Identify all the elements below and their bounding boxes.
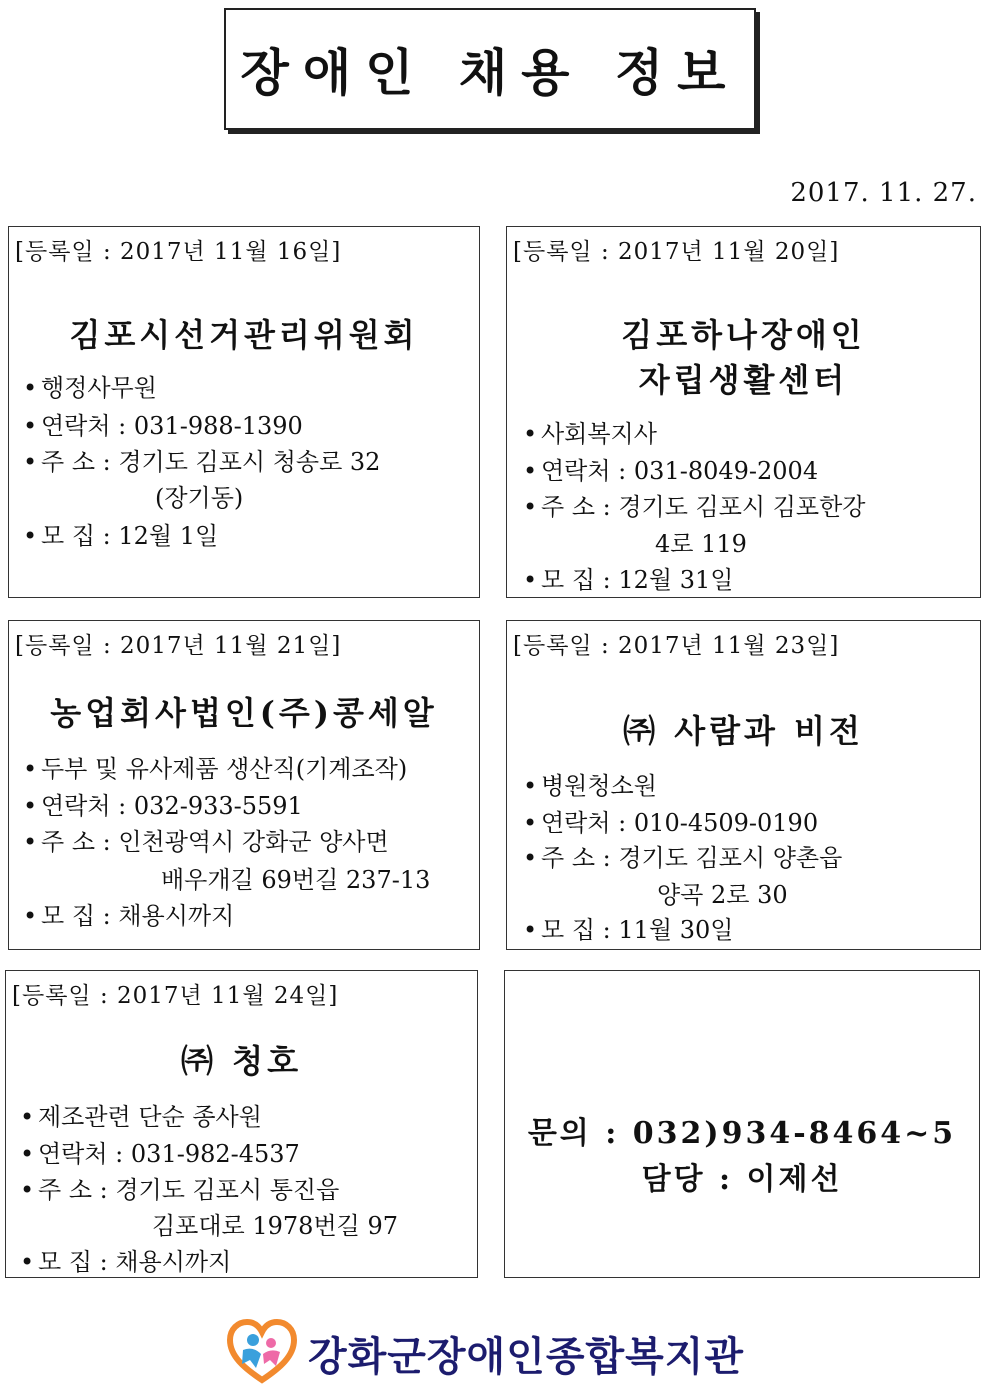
deadline-line: • 모 집 : 12월 1일	[23, 522, 219, 550]
address-line: • 주 소 : 경기도 김포시 통진읍	[20, 1176, 340, 1204]
deadline-line: • 모 집 : 12월 31일	[523, 566, 734, 594]
contact-line: • 연락처 : 031-8049-2004	[523, 457, 819, 485]
contact-line: • 연락처 : 031-988-1390	[23, 412, 303, 440]
contact-phone: 032-933-5591	[133, 792, 303, 820]
registration-date: [등록일 : 2017년 11월 24일]	[12, 983, 339, 1009]
job-title: • 사회복지사	[523, 420, 657, 448]
job-posting-card	[506, 226, 981, 598]
footer	[226, 1318, 766, 1388]
inquiry-manager: 담당 : 이제선	[641, 1162, 843, 1197]
company-name-line-2: 자립생활센터	[638, 361, 849, 399]
registration-date: [등록일 : 2017년 11월 16일]	[15, 239, 342, 265]
registration-date: [등록일 : 2017년 11월 23일]	[513, 633, 840, 659]
address-line: • 주 소 : 경기도 김포시 청송로 32	[23, 448, 381, 476]
job-title: • 행정사무원	[23, 374, 157, 402]
job-posting-card	[8, 226, 480, 598]
inquiry-box	[504, 970, 980, 1278]
deadline-line: • 모 집 : 채용시까지	[23, 902, 235, 930]
company-name: ㈜ 사람과 비전	[623, 712, 864, 750]
company-name: 김포시선거관리위원회	[69, 316, 419, 354]
address-line-2: (장기동)	[155, 484, 244, 512]
job-posting-card	[5, 970, 478, 1278]
registration-date: [등록일 : 2017년 11월 20일]	[513, 239, 840, 265]
contact-line: • 연락처 : 031-982-4537	[20, 1140, 300, 1168]
contact-phone: 010-4509-0190	[633, 809, 819, 837]
company-name: ㈜ 청호	[181, 1042, 302, 1080]
document-date: 2017. 11. 27.	[790, 178, 977, 208]
job-posting-card	[506, 620, 981, 950]
address-line: • 주 소 : 인천광역시 강화군 양사면	[23, 828, 389, 856]
contact-phone: 031-988-1390	[133, 412, 303, 440]
heart-family-logo-icon	[226, 1318, 298, 1388]
organization-name: 강화군장애인종합복지관	[308, 1333, 745, 1380]
address-line-2: 김포대로 1978번길 97	[152, 1212, 398, 1240]
contact-line: • 연락처 : 032-933-5591	[23, 792, 303, 820]
job-title: • 병원청소원	[523, 772, 657, 800]
company-name: 김포하나장애인	[621, 316, 866, 354]
contact-phone: 031-982-4537	[130, 1140, 300, 1168]
title-box	[224, 8, 756, 130]
job-title: • 두부 및 유사제품 생산직(기계조작)	[23, 755, 408, 783]
address-line-2: 양곡 2로 30	[657, 881, 788, 909]
company-name: 농업회사법인(주)콩세알	[50, 694, 438, 732]
address-line: • 주 소 : 경기도 김포시 양촌읍	[523, 844, 843, 872]
contact-line: • 연락처 : 010-4509-0190	[523, 809, 819, 837]
job-posting-card	[8, 620, 480, 950]
page-title: 장애인 채용 정보	[240, 43, 740, 102]
contact-phone: 031-8049-2004	[633, 457, 819, 485]
address-line-2: 배우개길 69번길 237-13	[161, 866, 431, 894]
address-line-2: 4로 119	[655, 530, 747, 558]
address-line: • 주 소 : 경기도 김포시 김포한강	[523, 493, 866, 521]
job-title: • 제조관련 단순 종사원	[20, 1103, 262, 1131]
inquiry-phone: 문의 : 032)934-8464~5	[527, 1116, 957, 1151]
registration-date: [등록일 : 2017년 11월 21일]	[15, 633, 342, 659]
deadline-line: • 모 집 : 채용시까지	[20, 1248, 232, 1276]
deadline-line: • 모 집 : 11월 30일	[523, 916, 734, 944]
